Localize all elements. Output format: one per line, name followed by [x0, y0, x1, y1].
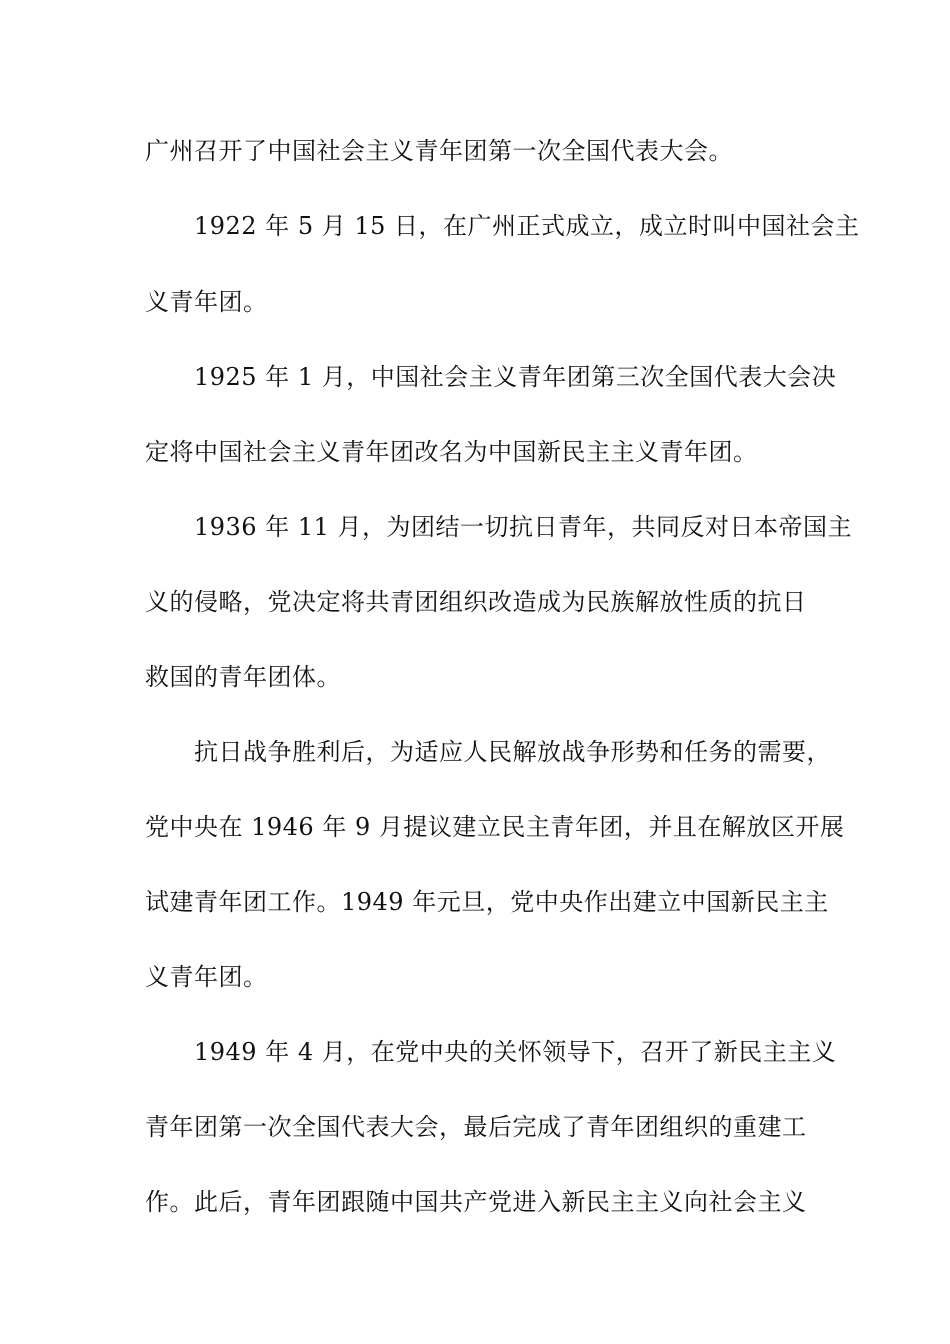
text-line: 抗日战争胜利后，为适应人民解放战争形势和任务的需要， — [194, 738, 831, 766]
text-line: 义青年团。 — [145, 288, 268, 316]
text-line: 党中央在 1946 年 9 月提议建立民主青年团，并且在解放区开展 — [145, 813, 845, 841]
text-line: 广州召开了中国社会主义青年团第一次全国代表大会。 — [145, 137, 733, 165]
text-line: 1936 年 11 月，为团结一切抗日青年，共同反对日本帝国主 — [194, 513, 853, 541]
text-line: 义的侵略，党决定将共青团组织改造成为民族解放性质的抗日 — [145, 588, 807, 616]
text-line: 作。此后，青年团跟随中国共产党进入新民主主义向社会主义 — [145, 1188, 807, 1216]
text-line: 1925 年 1 月，中国社会主义青年团第三次全国代表大会决 — [194, 363, 837, 391]
text-line: 救国的青年团体。 — [145, 663, 341, 691]
text-line: 义青年团。 — [145, 963, 268, 991]
text-line: 试建青年团工作。1949 年元旦，党中央作出建立中国新民主主 — [145, 888, 829, 916]
text-line: 定将中国社会主义青年团改名为中国新民主主义青年团。 — [145, 438, 758, 466]
text-line: 青年团第一次全国代表大会，最后完成了青年团组织的重建工 — [145, 1113, 807, 1141]
text-line: 1949 年 4 月，在党中央的关怀领导下，召开了新民主主义 — [194, 1038, 837, 1066]
text-line: 1922 年 5 月 15 日，在广州正式成立，成立时叫中国社会主 — [194, 212, 860, 240]
